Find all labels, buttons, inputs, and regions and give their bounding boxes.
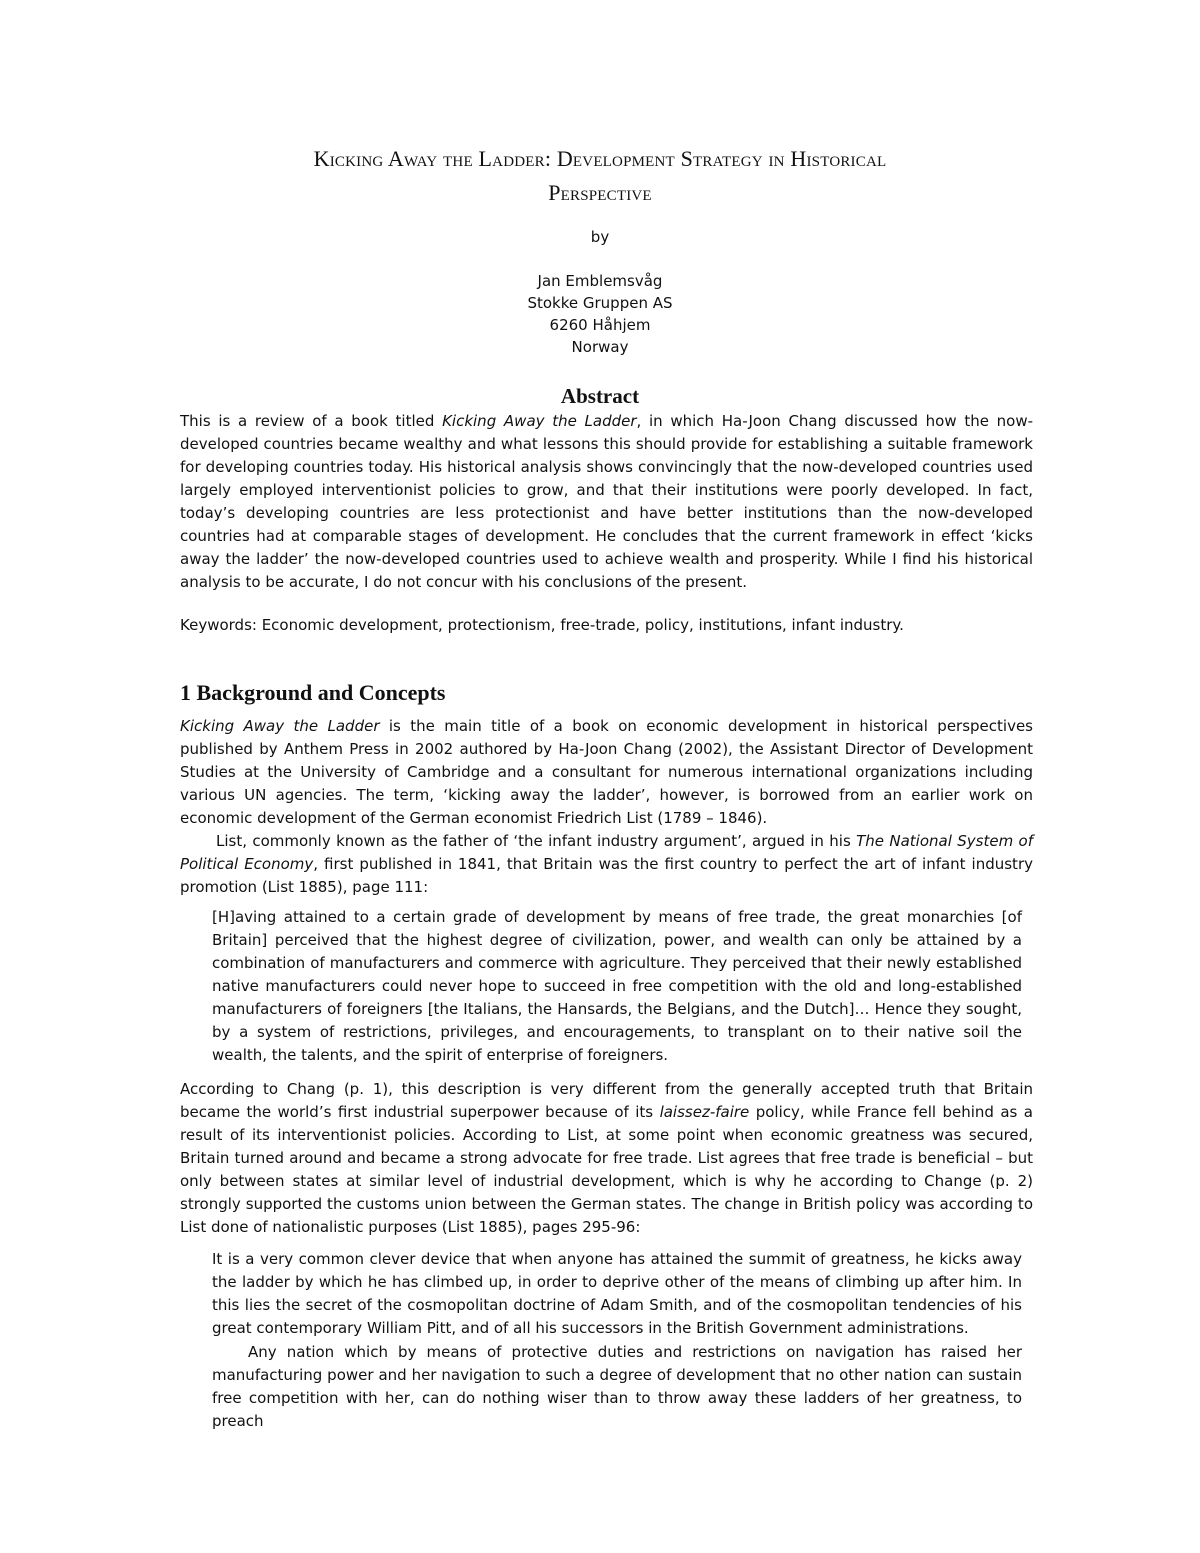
paragraph-2-post: , first published in 1841, that Britain was the first country to perfect the art of infant industry promotion (List 1885), page 111:	[180, 855, 1033, 896]
paragraph-3	[180, 1078, 1033, 1239]
paragraph-2	[180, 830, 1033, 899]
paragraph-3-pre: According to Chang (p. 1), this description is very different from the generally accepted truth that Britain became the world’s first industrial superpower because of its	[180, 1080, 1033, 1121]
keywords: Keywords: Economic development, protectionism, free-trade, policy, institutions, infant industry.	[180, 616, 904, 634]
author-name: Jan Emblemsvåg	[537, 272, 663, 290]
author-country: Norway	[571, 338, 629, 356]
author-org: Stokke Gruppen AS	[527, 294, 673, 312]
paragraph-1-rest: is the main title of a book on economic development in historical perspectives published by Anthem Press in 2002 authored by Ha-Joon Chang (2002), the Assistant Director of Development Studies at the University of Cambridge and a consultant for numerous international organizations including various UN agencies. The term, ‘kicking away the ladder’, however, is borrowed from an earlier work on economic development of the German economist Friedrich List (1789 – 1846).	[180, 717, 1033, 827]
block-quote-2: It is a very common clever device that when anyone has attained the summit of greatness, he kicks away the ladder by which he has climbed up, in order to deprive other of the means of climbing up after him. In this lies the secret of the cosmopolitan doctrine of Adam Smith, and of the cosmopolitan tendencies of his great contemporary William Pitt, and of all his successors in the British Government administrations.	[212, 1250, 1022, 1337]
paragraph-3-term: laissez-faire	[659, 1103, 750, 1121]
author-block	[300, 270, 900, 358]
paragraph-3-post: policy, while France fell behind as a result of its interventionist policies. According to List, at some point when economic greatness was secured, Britain turned around and became a strong advocate for free trade. List agrees that free trade is beneficial – but only between states at similar level of industrial development, which is why he according to Change (p. 2) strongly supported the customs union between the German states. The change in British policy was according to List done of nationalistic purposes (List 1885), pages 295-96:	[180, 1103, 1033, 1236]
abstract-heading: Abstract	[560, 384, 640, 408]
abstract-text-pre: This is a review of a book titled	[180, 412, 443, 430]
block-quote-2-continued: Any nation which by means of protective duties and restrictions on navigation has raised her manufacturing power and her navigation to such a degree of development that no other nation can sustain free competition with her, can do nothing wiser than to throw away these ladders of her greatness, to preach	[212, 1343, 1022, 1430]
section-heading: 1 Background and Concepts	[180, 680, 446, 705]
abstract-text-post: , in which Ha-Joon Chang discussed how the now-developed countries became wealthy and what lessons this should provide for establishing a suitable framework for developing countries today. His historical analysis shows convincingly that the now-developed countries used largely employed interventionist policies to grow, and that their institutions were poorly developed. In fact, today’s developing countries are less protectionist and have better institutions than the now-developed countries had at comparable stages of development. He concludes that the current framework in effect ‘kicks away the ladder’ the now-developed countries used to achieve wealth and prosperity. While I find his historical analysis to be accurate, I do not concur with his conclusions of the present.	[180, 412, 1034, 591]
block-quote-1: [H]aving attained to a certain grade of development by means of free trade, the great monarchies [of Britain] perceived that the highest degree of civilization, power, and wealth can only be attained by a combination of manufacturers and commerce with agriculture. They perceived that their newly established native manufacturers could never hope to succeed in free competition with the old and long-established manufacturers of foreigners [the Italians, the Hansards, the Belgians, and the Dutch]… Hence they sought, by a system of restrictions, privileges, and encouragements, to transplant on to their native soil the wealth, the talents, and the spirit of enterprise of foreigners.	[212, 908, 1022, 1064]
paragraph-2-pre: List, commonly known as the father of ‘the infant industry argument’, argued in his	[216, 832, 857, 850]
paragraph-1	[180, 715, 1033, 830]
byline: by	[590, 228, 610, 246]
title-line-1: Kicking Away the Ladder: Development Strategy in Historical	[313, 146, 887, 171]
title-line-2: Perspective	[548, 180, 652, 205]
paragraph-1-book-title: Kicking Away the Ladder	[180, 717, 380, 735]
author-address: 6260 Håhjem	[549, 316, 651, 334]
paper-title	[150, 142, 1050, 210]
abstract-book-title: Kicking Away the Ladder	[442, 412, 637, 430]
abstract-text	[180, 410, 1033, 594]
paragraph-2-book-title: The National System of Political Economy	[180, 832, 1033, 873]
